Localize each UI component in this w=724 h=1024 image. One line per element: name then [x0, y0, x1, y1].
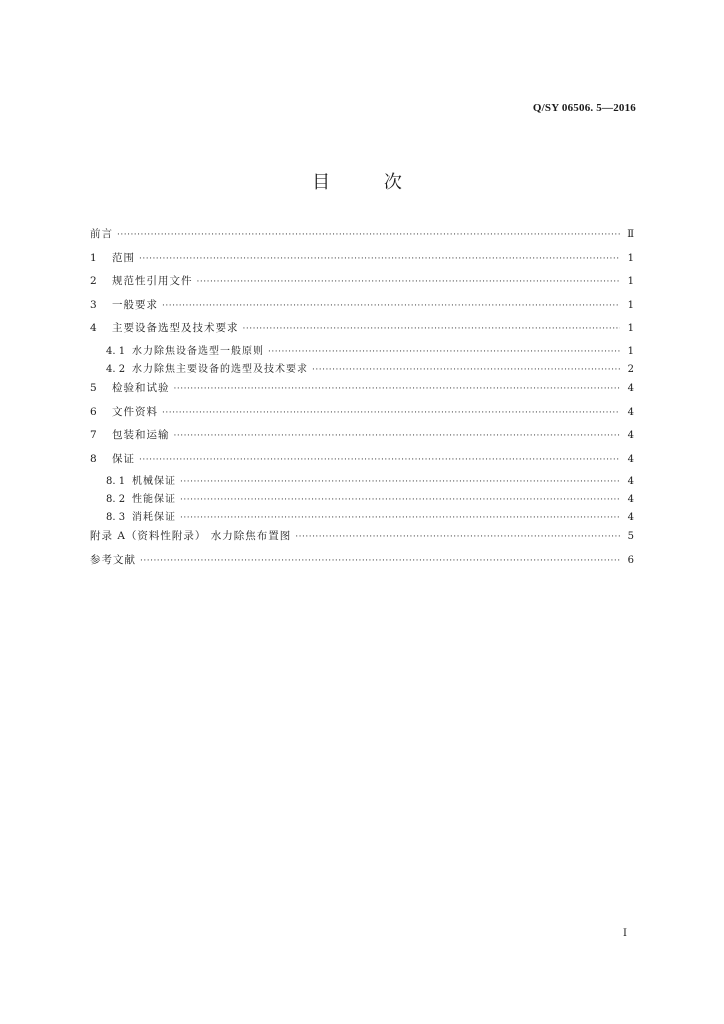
page-title: 目 次 — [312, 172, 426, 193]
toc-entry-label: 水力除焦主要设备的选型及技术要求 — [132, 363, 308, 375]
toc-entry-number: 8. 1 — [106, 476, 126, 488]
toc-entry-label: 性能保证 — [132, 494, 176, 506]
toc-entry-page: 4 — [627, 494, 634, 506]
toc-leader-dots — [140, 555, 620, 567]
toc-entry[interactable] — [90, 228, 634, 252]
toc-entry-label: 消耗保证 — [132, 512, 176, 524]
toc-entry-page: 4 — [627, 406, 634, 418]
toc-entry[interactable] — [90, 346, 634, 364]
toc-leader-dots — [139, 253, 620, 265]
toc-entry-label: 附录 A（资料性附录） 水力除焦布置图 — [90, 530, 292, 543]
toc-entry[interactable] — [90, 406, 634, 430]
toc-entry-page: 6 — [627, 554, 634, 566]
toc-leader-dots — [139, 454, 620, 466]
toc-entry[interactable] — [90, 476, 634, 494]
toc-entry[interactable] — [90, 364, 634, 382]
toc-entry-number: 1 — [90, 251, 97, 264]
toc-entry-page: 4 — [627, 453, 634, 465]
toc-entry[interactable] — [90, 299, 634, 323]
toc-leader-dots — [197, 276, 621, 288]
toc-leader-dots — [162, 300, 620, 312]
toc-entry-label: 前言 — [90, 228, 113, 240]
toc-entry-page: 1 — [627, 323, 634, 335]
toc-entry[interactable] — [90, 275, 634, 299]
toc-entry-number: 6 — [90, 405, 97, 418]
toc-entry-number: 4. 1 — [106, 345, 126, 357]
toc-entry-label: 主要设备选型及技术要求 — [112, 322, 239, 335]
toc-entry-label: 一般要求 — [112, 298, 158, 311]
toc-entry[interactable] — [90, 322, 634, 346]
toc-entry[interactable] — [90, 530, 634, 554]
toc-entry[interactable] — [90, 512, 634, 530]
toc-entry[interactable] — [90, 453, 634, 477]
toc-entry-page: Ⅱ — [627, 229, 634, 240]
toc-entry-label: 参考文献 — [90, 553, 136, 566]
toc-entry-number: 7 — [90, 429, 97, 442]
toc-entry-number: 8. 3 — [106, 512, 126, 524]
toc-leader-dots — [180, 494, 620, 506]
toc-entry-page: 1 — [627, 299, 634, 311]
toc-entry[interactable] — [90, 494, 634, 512]
toc-entry[interactable] — [90, 382, 634, 406]
toc-entry-page: 4 — [627, 512, 634, 524]
toc-entry-number: 4 — [90, 322, 97, 335]
table-of-contents — [90, 228, 634, 578]
toc-entry-label: 机械保证 — [132, 476, 176, 488]
toc-entry-number: 4. 2 — [106, 363, 126, 375]
toc-entry-number: 8. 2 — [106, 494, 126, 506]
toc-entry-number: 8 — [90, 452, 97, 465]
toc-entry-page: 1 — [627, 252, 634, 264]
toc-leader-dots — [243, 323, 621, 335]
toc-leader-dots — [312, 364, 620, 376]
toc-entry-label: 保证 — [112, 452, 135, 465]
toc-entry[interactable] — [90, 252, 634, 276]
page-number: Ⅰ — [623, 928, 627, 939]
toc-leader-dots — [174, 383, 621, 395]
toc-entry-page: 4 — [627, 476, 634, 488]
toc-entry-label: 文件资料 — [112, 405, 158, 418]
toc-leader-dots — [295, 531, 620, 543]
toc-entry-label: 包装和运输 — [112, 429, 170, 442]
toc-leader-dots — [268, 346, 620, 358]
toc-entry-label: 水力除焦设备选型一般原则 — [132, 345, 264, 357]
toc-entry-label: 检验和试验 — [112, 381, 170, 394]
toc-entry-number: 5 — [90, 381, 97, 394]
toc-leader-dots — [180, 476, 620, 488]
toc-leader-dots — [180, 512, 620, 524]
toc-leader-dots — [162, 407, 620, 419]
toc-entry-number: 3 — [90, 298, 97, 311]
toc-entry-page: 5 — [627, 531, 634, 543]
toc-entry-number: 2 — [90, 275, 97, 288]
toc-leader-dots — [174, 430, 621, 442]
toc-entry-page: 1 — [627, 345, 634, 357]
standard-code: Q/SY 06506. 5—2016 — [532, 102, 636, 114]
toc-entry[interactable] — [90, 429, 634, 453]
toc-entry-page: 1 — [627, 276, 634, 288]
toc-entry-label: 规范性引用文件 — [112, 275, 193, 288]
toc-leader-dots — [117, 229, 620, 241]
toc-entry-page: 4 — [627, 430, 634, 442]
toc-entry-page: 4 — [627, 382, 634, 394]
toc-entry-label: 范围 — [112, 251, 135, 264]
toc-entry[interactable] — [90, 554, 634, 578]
toc-entry-page: 2 — [627, 363, 634, 375]
